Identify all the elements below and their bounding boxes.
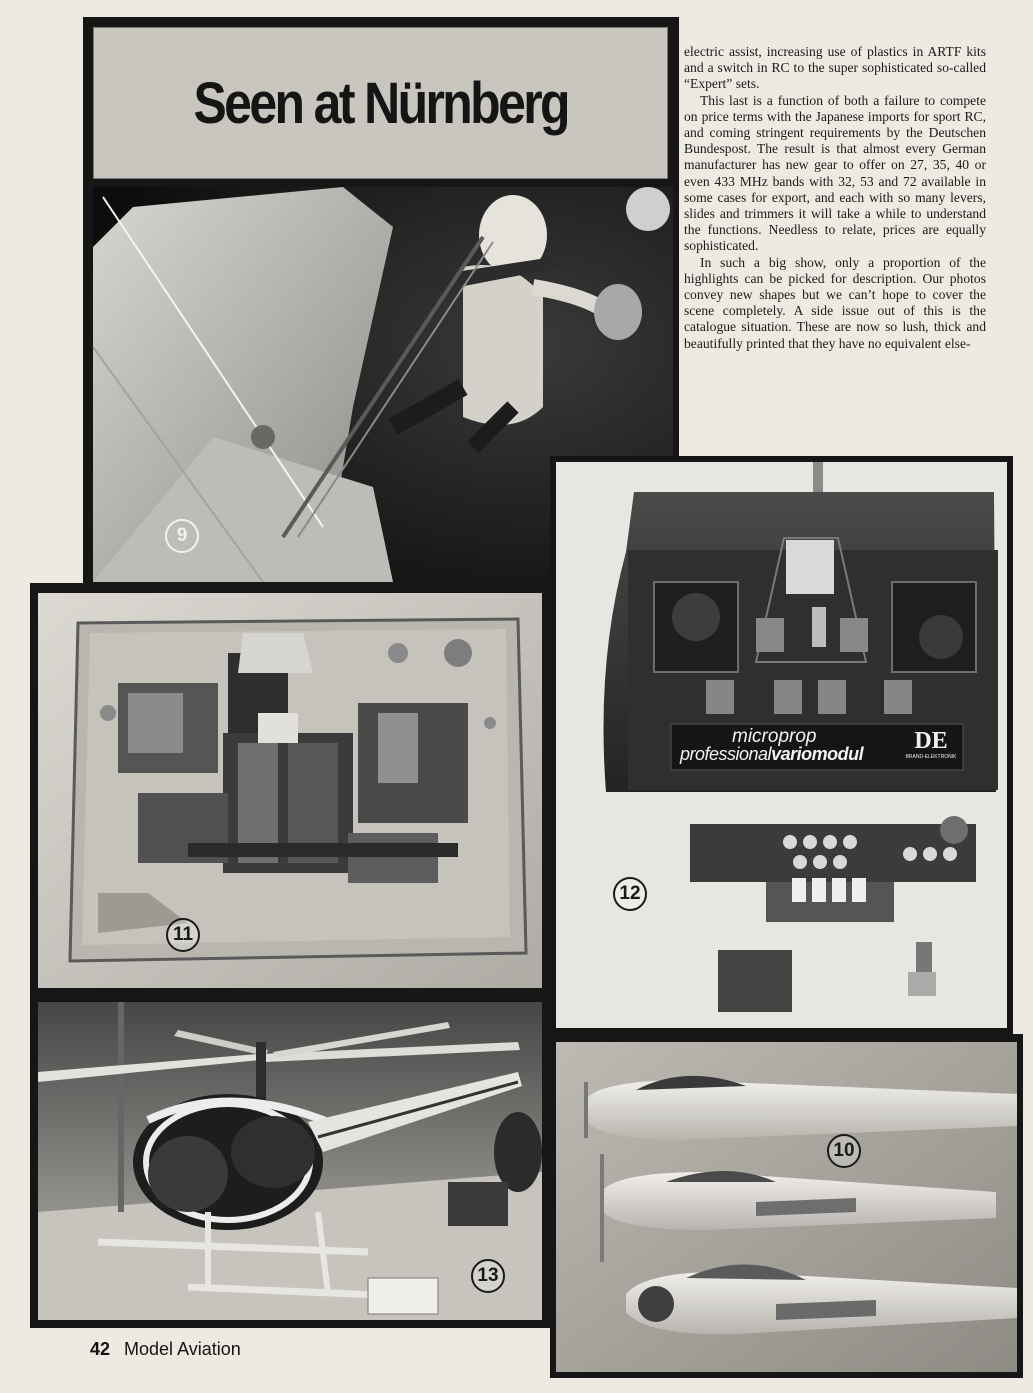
article-paragraph: electric assist, increasing use of plastics in ARTF kits and a switch in RC to the super sophisticated so-called “Expert” sets. <box>684 44 986 92</box>
photo-11 <box>38 593 542 988</box>
photo-12-number-badge <box>613 877 647 911</box>
transmitter-label-model: variomodul <box>771 744 864 764</box>
photo-11-frame <box>30 583 550 996</box>
brand-logo-mark: DE <box>914 728 948 754</box>
photo-11-number-badge <box>166 918 200 952</box>
photo-10-image <box>556 1042 1017 1372</box>
photo-11-image <box>38 593 542 988</box>
article-paragraph: This last is a function of both a failure to compete on price terms with the Japanese imports for sport RC, and coming stringent requirements by the Deutschen Bundespost. The result is that almost every German manufacturer has new gear to offer on 27, 35, 40 or even 433 MHz bands with 32, 53 and 72 available in some cases for export, and each with so many levers, slides and trimmers it will take a while to understand the functions. Needless to relate, prices are equally sophisticated. <box>684 92 986 254</box>
transmitter-label-line1: microprop <box>732 726 817 747</box>
brand-logo-subtext: BRAND-ELEKTRONIK <box>905 754 957 760</box>
photo-13 <box>38 1002 542 1320</box>
photo-10-frame <box>550 1034 1023 1378</box>
photo-10-number: 10 <box>833 1140 855 1161</box>
photo-12-number: 12 <box>619 883 641 904</box>
brand-logo <box>904 728 958 766</box>
article-text <box>684 44 986 444</box>
photo-12 <box>556 462 1007 1028</box>
transmitter-label-line2 <box>680 745 863 763</box>
title-box <box>93 27 668 179</box>
transmitter-label-prefix: professional <box>680 744 772 764</box>
photo-10-number-badge <box>827 1134 861 1168</box>
photo-13-frame <box>30 996 550 1328</box>
page-title: Seen at Nürnberg <box>193 70 568 136</box>
article-paragraph: In such a big show, only a proportion of the highlights can be picked for description. Our photos convey new shapes but we can’t hope to cover the scene completely. A side issue out of this is the catalogue situation. These are now so lush, thick and beautifully printed that they have no equivalent else- <box>684 254 986 351</box>
photo-12-frame <box>550 456 1013 1034</box>
photo-9-number-badge <box>165 519 199 553</box>
photo-13-image <box>38 1002 542 1320</box>
page-footer <box>90 1339 241 1365</box>
photo-10 <box>556 1042 1017 1372</box>
photo-11-number: 11 <box>172 924 194 945</box>
page-number: 42 <box>90 1339 111 1359</box>
photo-13-number: 13 <box>477 1265 499 1286</box>
photo-13-number-badge <box>471 1259 505 1293</box>
photo-9-number: 9 <box>176 525 188 546</box>
publication-name: Model Aviation <box>124 1339 241 1359</box>
